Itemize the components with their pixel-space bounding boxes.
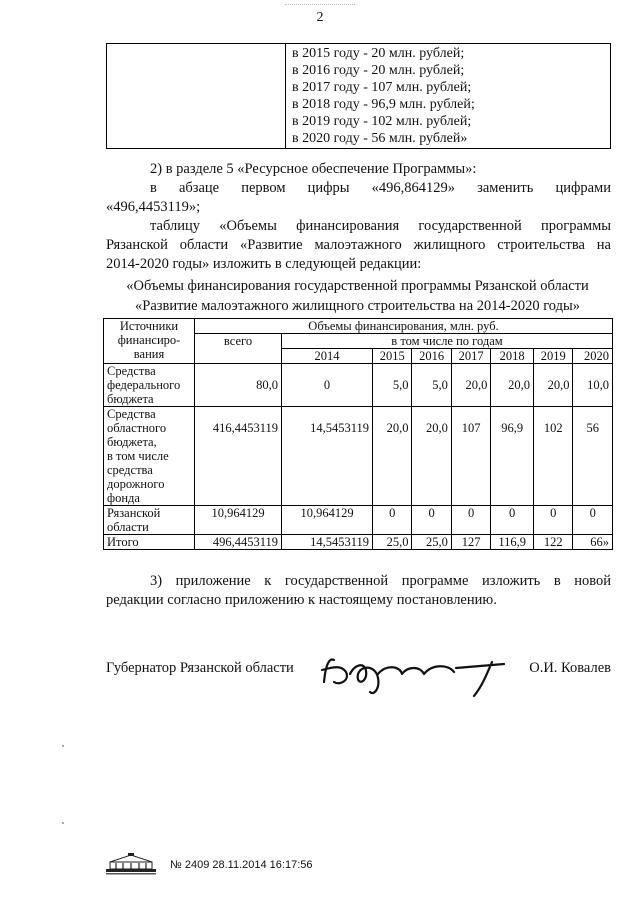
row-value: 0 — [534, 506, 573, 535]
source-line: фонда — [107, 491, 140, 505]
row-value: 5,0 — [373, 364, 412, 407]
funding-line: в 2017 году - 107 млн. рублей; — [292, 80, 472, 95]
row-source — [104, 407, 195, 506]
header-year: 2017 — [451, 349, 490, 364]
funding-line: в 2020 году - 56 млн. рублей» — [292, 131, 468, 146]
paragraph-line: таблицу «Объемы финансирования государственной программы — [150, 218, 611, 234]
scan-dots — [285, 4, 355, 5]
table-title-line: «Развитие малоэтажного жилищного строительства на 2014-2020 годы» — [135, 298, 580, 314]
row-value: 116,9 — [491, 535, 534, 550]
source-line: Рязанской — [107, 506, 161, 520]
header-source-line: вания — [133, 347, 165, 361]
row-value: 102 — [534, 407, 573, 506]
row-value: 20,0 — [451, 364, 490, 407]
funding-line: в 2018 году - 96,9 млн. рублей; — [292, 97, 475, 112]
table-title-line: «Объемы финансирования государственной программы Рязанской области — [126, 278, 589, 294]
funding-line: в 2019 году - 102 млн. рублей; — [292, 114, 472, 129]
row-value: 56 — [573, 407, 613, 506]
row-value: 66» — [573, 535, 613, 550]
signature-block — [106, 652, 611, 702]
empty-cell — [107, 44, 286, 149]
row-total: 496,4453119 — [195, 535, 282, 550]
header-year: 2015 — [373, 349, 412, 364]
funding-volumes-table — [103, 318, 613, 550]
row-value: 122 — [534, 535, 573, 550]
row-total: 416,4453119 — [195, 407, 282, 506]
header-source-line: финансиро- — [117, 333, 181, 347]
signatory-position: Губернатор Рязанской области — [106, 660, 294, 676]
header-by-years: в том числе по годам — [282, 334, 613, 349]
header-volumes: Объемы финансирования, млн. руб. — [195, 319, 613, 334]
row-value: 20,0 — [373, 407, 412, 506]
row-value: 25,0 — [412, 535, 451, 550]
header-source — [104, 319, 195, 364]
scan-artifact — [62, 822, 64, 824]
row-value: 127 — [451, 535, 490, 550]
row-source: Итого — [104, 535, 195, 550]
row-value: 0 — [451, 506, 490, 535]
row-value: 20,0 — [412, 407, 451, 506]
table-row — [104, 506, 613, 535]
row-value: 14,5453119 — [282, 407, 373, 506]
registration-stamp: № 2409 28.11.2014 16:17:56 — [170, 859, 313, 871]
signatory-name: О.И. Ковалев — [529, 660, 611, 676]
row-value: 0 — [412, 506, 451, 535]
header-source-line: Источники — [119, 319, 179, 333]
paragraph-line: 3) приложение к государственной программе изложить в новой — [150, 573, 611, 589]
paragraph-line: Рязанской области «Развитие малоэтажного жилищного строительства на — [106, 237, 611, 253]
funding-continuation-table — [106, 43, 611, 149]
row-value: 20,0 — [491, 364, 534, 407]
row-value: 0 — [491, 506, 534, 535]
source-line: средства — [107, 463, 153, 477]
row-source — [104, 506, 195, 535]
row-value: 14,5453119 — [282, 535, 373, 550]
paragraph-line: 2) в разделе 5 «Ресурсное обеспечение Программы»: — [150, 161, 477, 177]
row-value: 10,0 — [573, 364, 613, 407]
registry-building-logo-icon — [104, 853, 158, 875]
row-value: 10,964129 — [282, 506, 373, 535]
row-value: 0 — [373, 506, 412, 535]
row-value: 0 — [282, 364, 373, 407]
row-value: 20,0 — [534, 364, 573, 407]
source-line: в том числе — [107, 449, 169, 463]
paragraph-line: 2014-2020 годы» изложить в следующей редакции: — [106, 256, 422, 272]
header-year: 2019 — [534, 349, 573, 364]
paragraph-resource-section — [106, 160, 611, 274]
row-total: 80,0 — [195, 364, 282, 407]
table-row — [104, 407, 613, 506]
scan-artifact — [62, 745, 64, 747]
header-year: 2016 — [412, 349, 451, 364]
source-line: Средства — [107, 364, 156, 378]
table-row-total — [104, 535, 613, 550]
source-line: области — [107, 520, 149, 534]
header-year: 2014 — [282, 349, 373, 364]
row-source — [104, 364, 195, 407]
header-total: всего — [195, 334, 282, 364]
yearly-funding-lines — [286, 44, 611, 149]
page-number: 2 — [316, 10, 324, 25]
source-line: федерального — [107, 378, 181, 392]
source-line: Средства — [107, 407, 156, 421]
handwritten-signature — [316, 652, 516, 697]
row-value: 107 — [451, 407, 490, 506]
row-value: 5,0 — [412, 364, 451, 407]
paragraph-appendix — [106, 572, 611, 610]
row-value: 25,0 — [373, 535, 412, 550]
paragraph-line: редакции согласно приложению к настоящему постановлению. — [106, 592, 497, 608]
funding-line: в 2016 году - 20 млн. рублей; — [292, 63, 465, 78]
row-value: 0 — [573, 506, 613, 535]
paragraph-line: в абзаце первом цифры «496,864129» заменить цифрами — [150, 180, 611, 196]
header-year: 2020 — [573, 349, 613, 364]
source-line: бюджета — [107, 392, 154, 406]
source-line: областного — [107, 421, 167, 435]
source-line: бюджета, — [107, 435, 157, 449]
paragraph-line: «496,4453119»; — [106, 199, 201, 215]
source-line: дорожного — [107, 477, 165, 491]
row-total: 10,964129 — [195, 506, 282, 535]
header-year: 2018 — [491, 349, 534, 364]
table-row — [104, 364, 613, 407]
table-title — [100, 276, 615, 316]
funding-line: в 2015 году - 20 млн. рублей; — [292, 46, 465, 61]
row-value: 96,9 — [491, 407, 534, 506]
